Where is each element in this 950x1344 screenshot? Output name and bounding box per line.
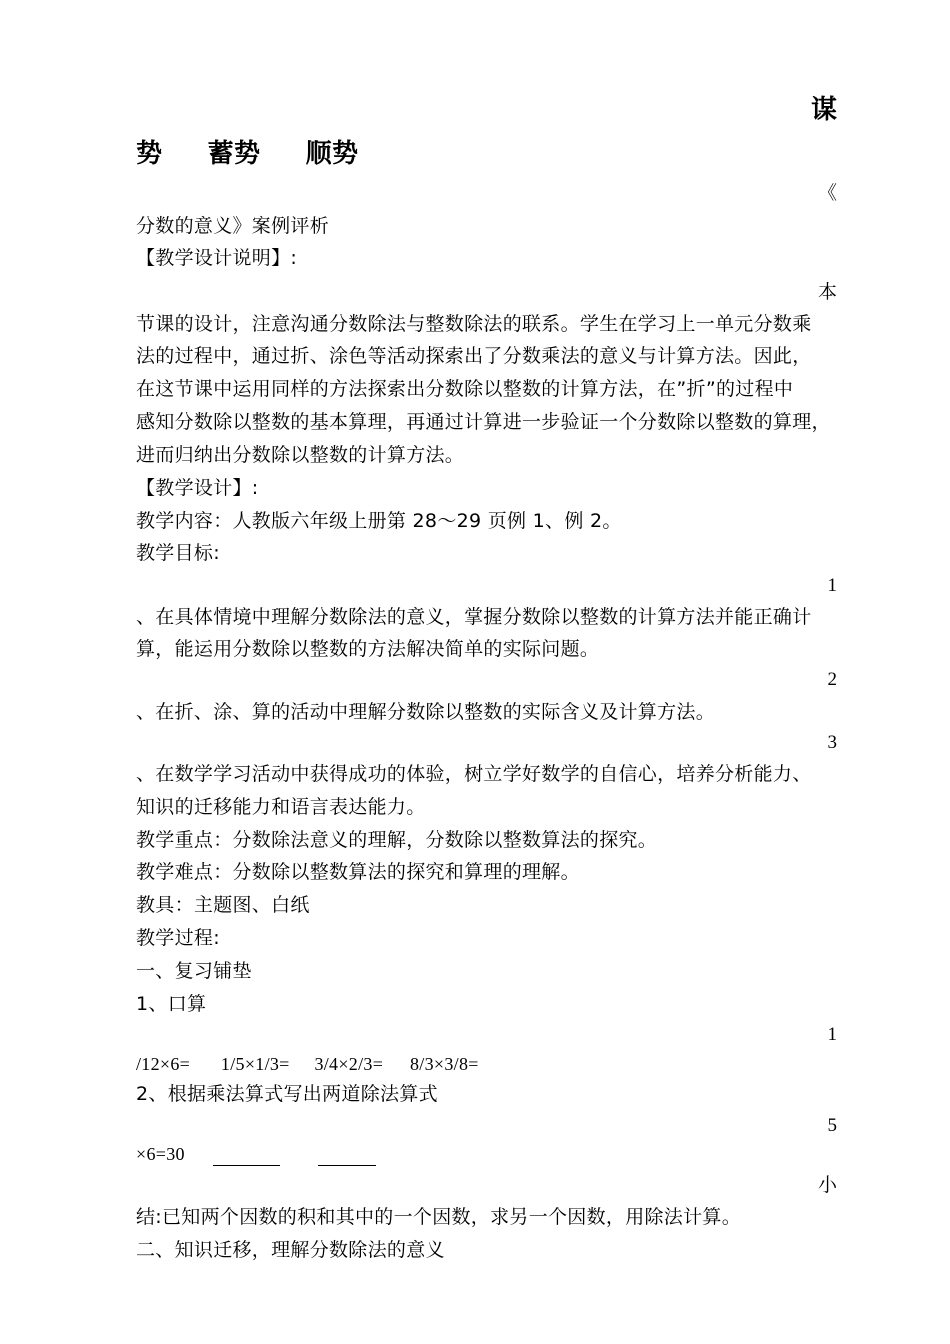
design-note-line: 法的过程中，通过折、涂色等活动探索出了分数乘法的意义与计算方法。因此， — [136, 345, 812, 367]
goal-line: 、在折、涂、算的活动中理解分数除以整数的实际含义及计算方法。 — [136, 701, 716, 723]
design-note-line: 节课的设计，注意沟通分数除法与整数除法的联系。学生在学习上一单元分数乘 — [136, 313, 812, 335]
calc-expression: 8/3×3/8= — [409, 1054, 479, 1074]
review-heading: 一、复习铺垫 — [136, 960, 252, 982]
summary-text: 结:已知两个因数的积和其中的一个因数，求另一个因数，用除法计算。 — [136, 1206, 742, 1228]
design-note-lead-char: 本 — [817, 281, 837, 303]
goal-line: 、在数学学习活动中获得成功的体验，树立学好数学的自信心，培养分析能力、 — [136, 763, 812, 785]
teaching-tools: 教具：主题图、白纸 — [136, 894, 310, 916]
goal-number: 3 — [827, 732, 837, 753]
design-note-line: 进而归纳出分数除以整数的计算方法。 — [136, 444, 465, 466]
section-2-heading: 二、知识迁移，理解分数除法的意义 — [136, 1239, 445, 1261]
calc-expression: /12×6= — [136, 1054, 191, 1074]
title-word-3: 顺势 — [305, 139, 359, 169]
review-item-2: 2、根据乘法算式写出两道除法算式 — [136, 1083, 438, 1105]
teaching-content: 教学内容：人教版六年级上册第 28～29 页例 1、例 2。 — [136, 510, 622, 532]
goal-line: 知识的迁移能力和语言表达能力。 — [136, 796, 426, 818]
calc-expression: 3/4×2/3= — [314, 1054, 384, 1074]
mental-calc-row — [136, 1052, 479, 1076]
goal-line: 、在具体情境中理解分数除法的意义，掌握分数除以整数的计算方法并能正确计 — [136, 606, 812, 628]
difficulty: 教学难点：分数除以整数算法的探究和算理的理解。 — [136, 861, 580, 883]
subtitle: 分数的意义》案例评析 — [136, 215, 330, 237]
multiplication-expression: ×6=30 — [136, 1144, 185, 1164]
subtitle-open-quote: 《 — [817, 182, 837, 204]
process-label: 教学过程: — [136, 927, 220, 949]
page-title — [136, 138, 394, 170]
design-note-line: 在这节课中运用同样的方法探索出分数除以整数的计算方法，在”折”的过程中 — [136, 378, 794, 400]
goal-number: 1 — [827, 575, 837, 596]
design-note-heading: 【教学设计说明】: — [136, 247, 298, 269]
summary-lead-char: 小 — [817, 1174, 837, 1196]
title-overflow-char: 谋 — [810, 95, 837, 125]
review-item-1: 1、口算 — [136, 993, 207, 1015]
review-item-2-number: 5 — [827, 1115, 837, 1136]
goals-label: 教学目标: — [136, 542, 220, 564]
division-exercise-row — [136, 1142, 376, 1166]
calc-expression: 1/5×1/3= — [220, 1054, 290, 1074]
goal-number: 2 — [827, 669, 837, 690]
design-heading: 【教学设计】: — [136, 477, 259, 499]
answer-blank-2[interactable] — [318, 1147, 376, 1166]
design-note-line: 感知分数除以整数的基本算理，再通过计算进一步验证一个分数除以整数的算理， — [136, 411, 831, 433]
title-word-2: 蓄势 — [207, 139, 261, 169]
key-point: 教学重点：分数除法意义的理解，分数除以整数算法的探究。 — [136, 829, 658, 851]
goal-line: 算，能运用分数除以整数的方法解决简单的实际问题。 — [136, 638, 600, 660]
answer-blank-1[interactable] — [213, 1147, 280, 1166]
title-word-1: 势 — [136, 139, 163, 169]
review-item-1-number: 1 — [827, 1024, 837, 1045]
